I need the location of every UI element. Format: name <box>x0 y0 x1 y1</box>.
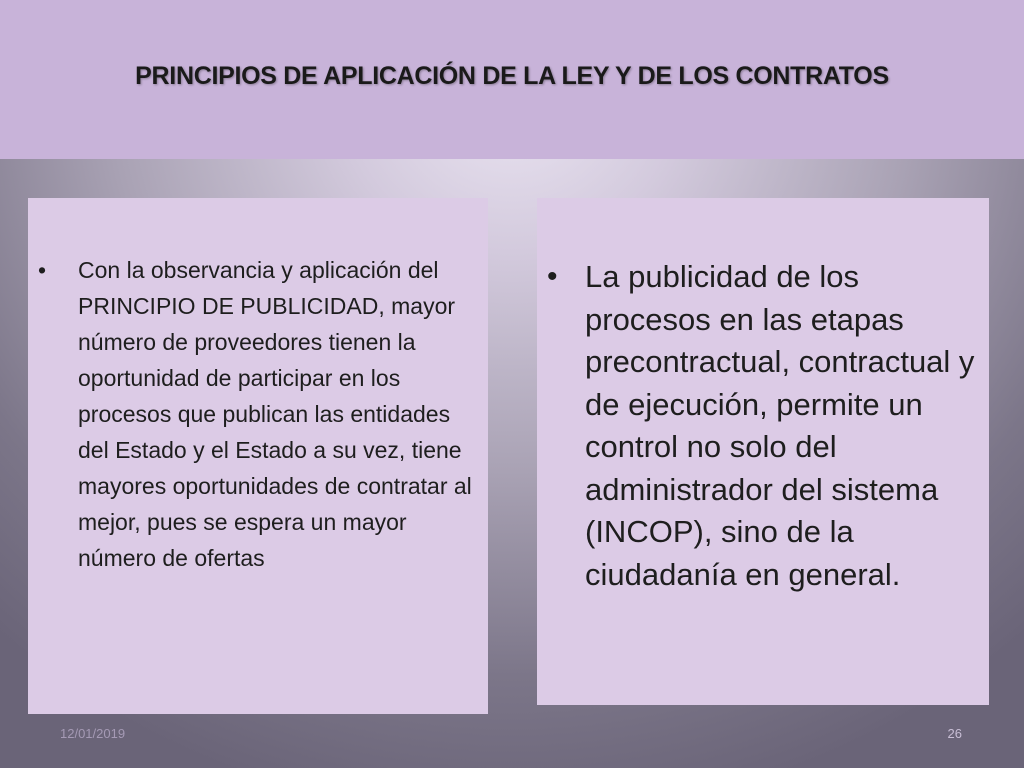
left-content-panel <box>28 198 488 714</box>
left-bullet-item <box>38 252 483 576</box>
left-bullet-text: Con la observancia y aplicación del PRINCIPIO DE PUBLICIDAD, mayor número de proveedores tienen la oportunidad de participar en los procesos que publican las entidades del Estado y el Estado a su vez, tiene mayores oportunidades de contratar al mejor, pues se espera un mayor número de ofertas <box>78 257 472 571</box>
right-bullet-text: La publicidad de los procesos en las etapas precontractual, contractual y de ejecución, permite un control no solo del administrador del sistema (INCOP), sino de la ciudadanía en general. <box>585 259 975 592</box>
right-content-panel <box>537 198 989 705</box>
slide-title: PRINCIPIOS DE APLICACIÓN DE LA LEY Y DE LOS CONTRATOS <box>135 62 889 90</box>
bullet-icon: • <box>38 257 47 283</box>
title-band <box>0 0 1024 159</box>
bullet-icon: • <box>547 260 558 293</box>
right-bullet-item <box>547 256 977 596</box>
slide-number: 26 <box>947 726 962 741</box>
footer-date: 12/01/2019 <box>60 726 126 741</box>
